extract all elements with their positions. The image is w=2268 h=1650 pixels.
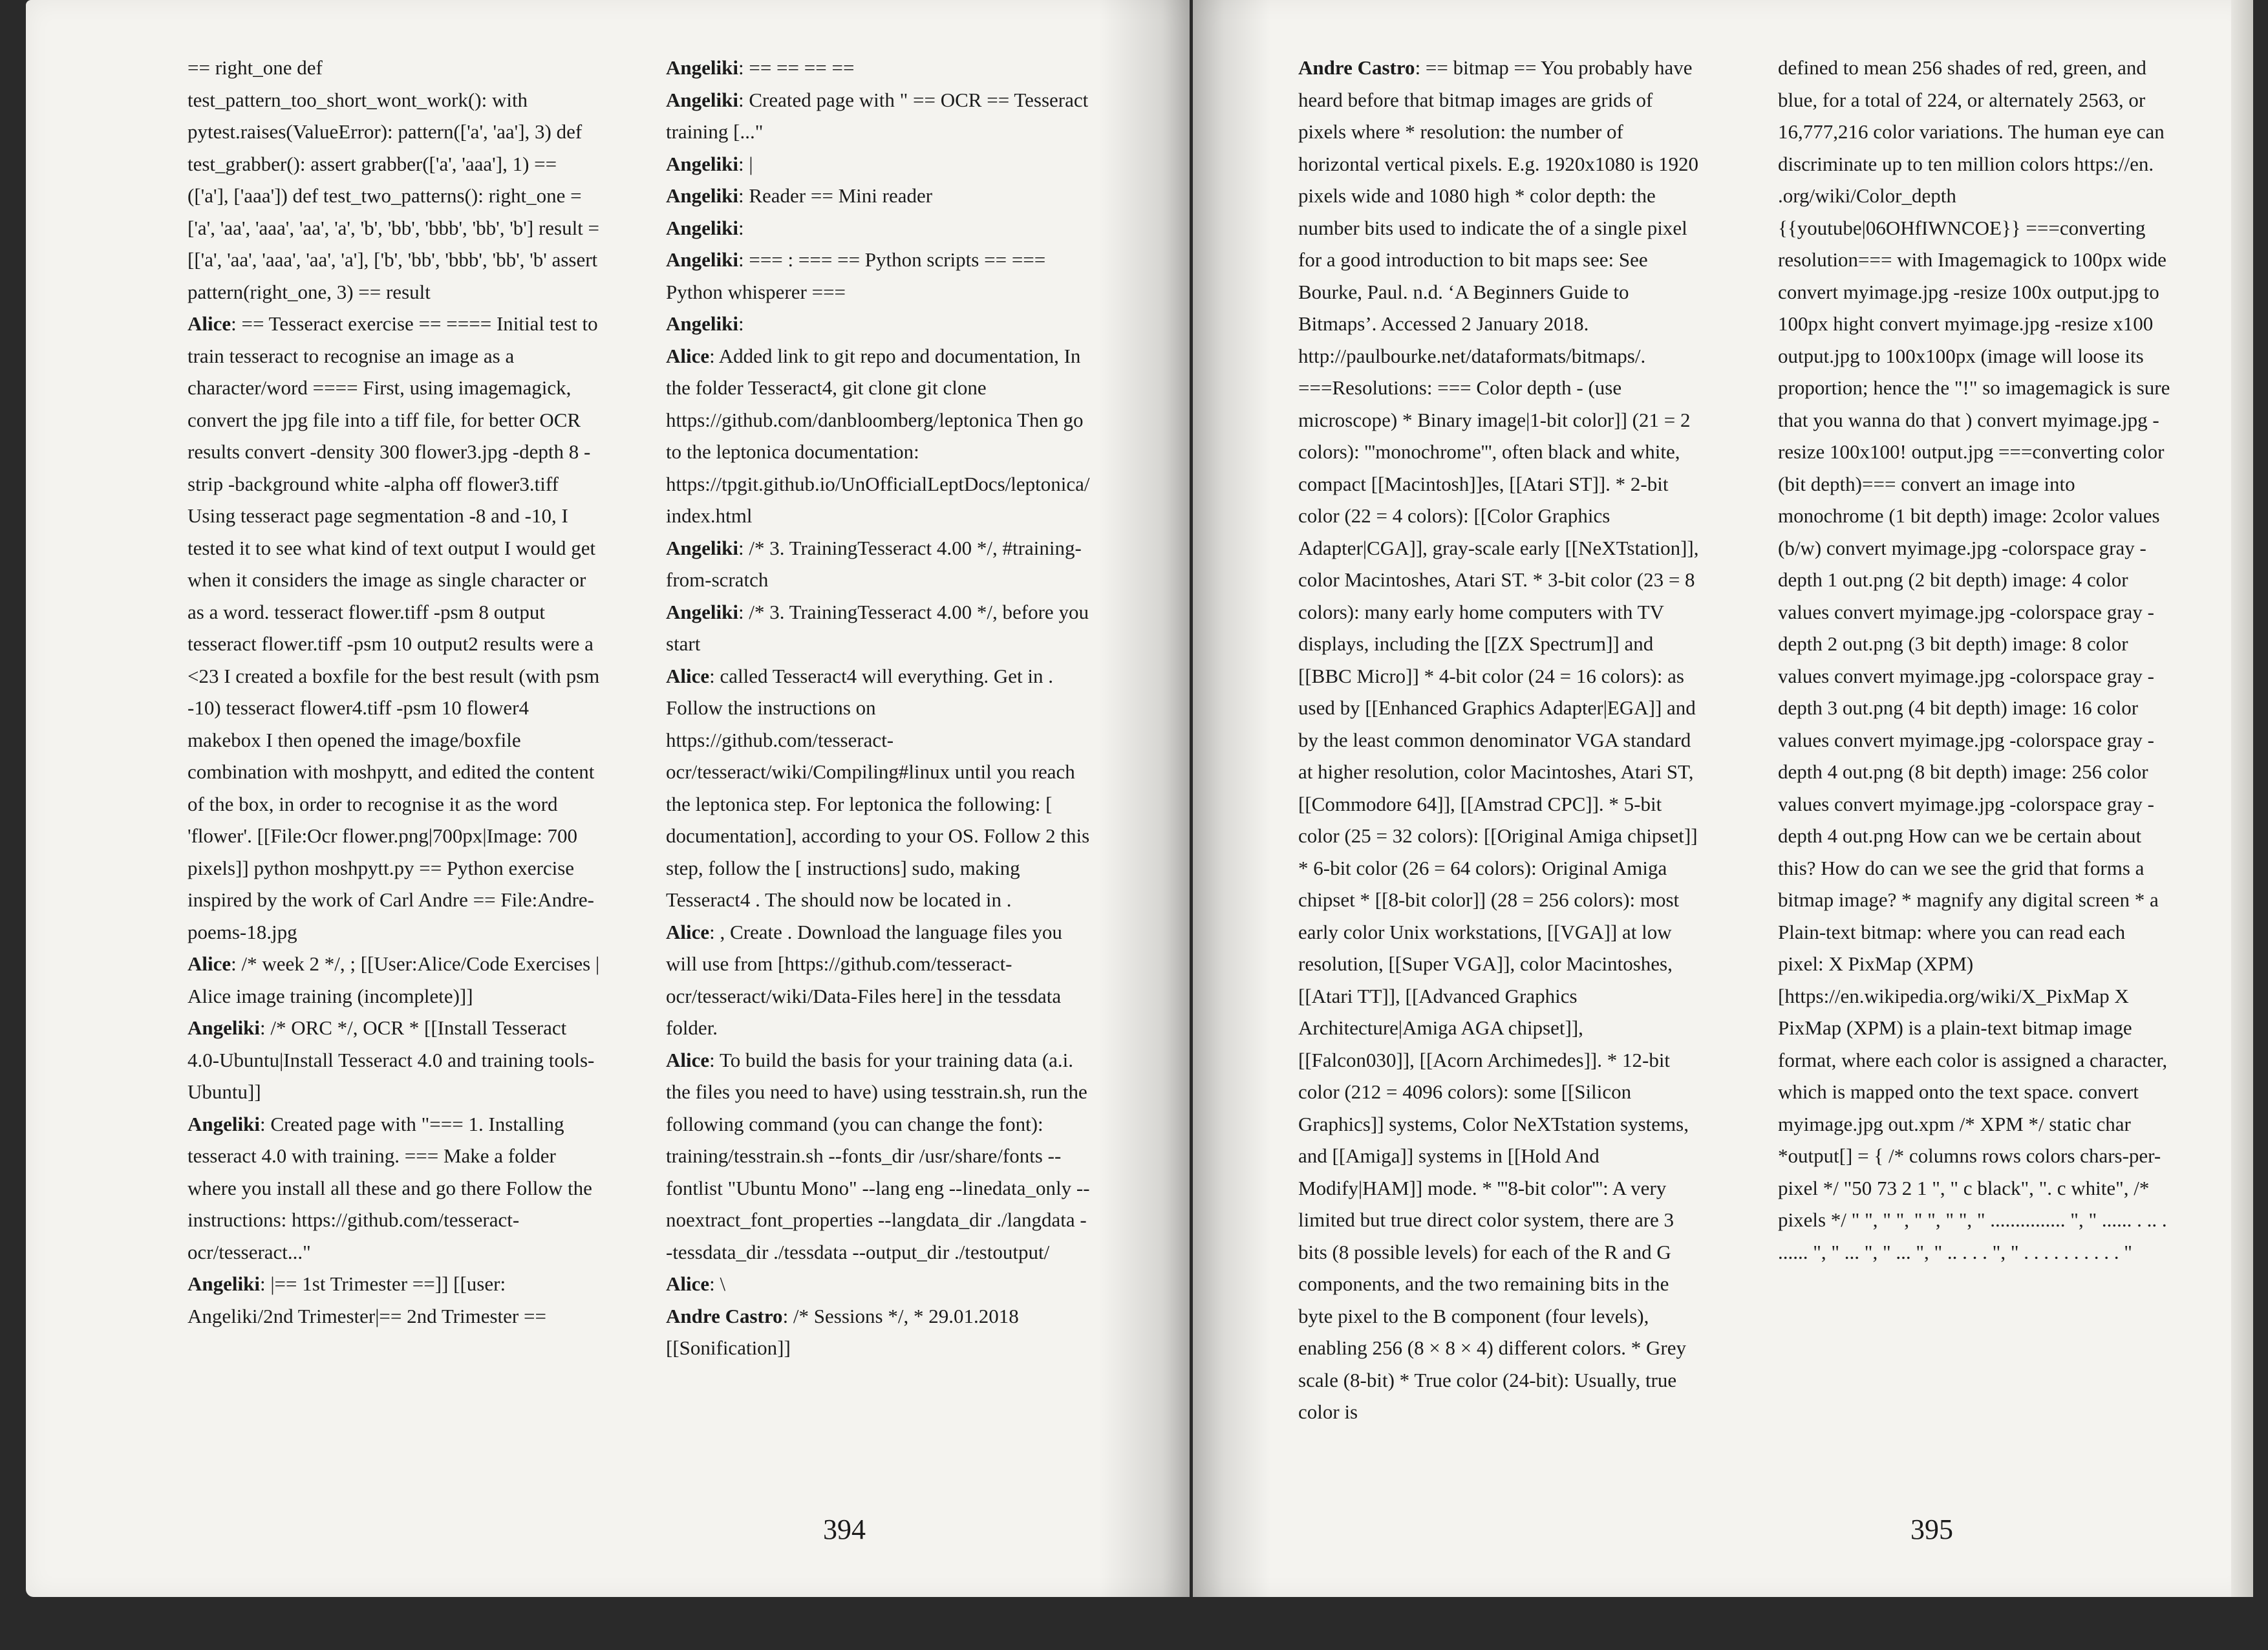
log-entry (666, 340, 1093, 532)
entry-text: : /* ORC */, OCR * [[Install Tesseract 4.0-Ubuntu|Install Tesseract 4.0 and training tools- Ubuntu]] (187, 1016, 595, 1103)
speaker-name: Angeliki (666, 216, 738, 239)
speaker-name: Angeliki (666, 600, 738, 623)
entry-text: : called Tesseract4 will everything. Get in . Follow the instructions on https://github.com/tesseract-ocr/tesseract/wiki/Compiling#linux until you reach the leptonica step. For leptonica the following: [ documentation], according to your OS. Follow 2 this step, follow the [ instructions] sudo, making Tesseract4 . The should now be located in . (666, 664, 1090, 911)
speaker-name: Alice (187, 952, 231, 975)
entry-text: : (738, 312, 744, 335)
log-entry (666, 532, 1093, 596)
text-column-1 (187, 52, 601, 1332)
entry-text: : |== 1st Trimester ==]] [[user: Angeliki/2nd Trimester|== 2nd Trimester == (187, 1272, 546, 1327)
entry-text: : == bitmap == You probably have heard before that bitmap images are grids of pixels where * resolution: the number of horizontal vertical pixels. E.g. 1920x1080 is 1920 pixels wide and 1080 high * color depth: the number bits used to indicate the of a single pixel for a good introduction to bit maps see: See Bourke, Paul. n.d. ‘A Beginners Guide to Bitmaps’. Accessed 2 January 2018. http://paulbourke.net/dataformats/bitmaps/. ===Resolutions: === Color depth - (use microscope) * Binary image|1-bit color]] (21 = 2 colors): '''monochrome''', often black and white, compact [[Macintosh]]es, [[Atari ST]]. * 2-bit color (22 = 4 colors): [[Color Graphics Adapter|CGA]], gray-scale early [[NeXTstation]], color Macintoshes, Atari ST. * 3-bit color (23 = 8 colors): many early home computers with TV displays, including the [[ZX Spectrum]] and [[BBC Micro]] * 4-bit color (24 = 16 colors): as used by [[Enhanced Graphics Adapter|EGA]] and by the least common denominator VGA standard at higher resolution, color Macintoshes, Atari ST, [[Commodore 64]], [[Amstrad CPC]]. * 5-bit color (25 = 32 colors): [[Original Amiga chipset]] * 6-bit color (26 = 64 colors): Original Amiga chipset * [[8-bit color]] (28 = 256 colors): most early color Unix workstations, [[VGA]] at low resolution, [[Super VGA]], color Macintoshes, [[Atari TT]], [[Advanced Graphics Architecture|Amiga AGA chipset]], [[Falcon030]], [[Acorn Archimedes]]. * 12-bit color (212 = 4096 colors): some [[Silicon Graphics]] systems, Color NeXTstation systems, and [[Amiga]] systems in [[Hold And Modify|HAM]] mode. * '''8-bit color''': A very limited but true direct color system, there are 3 bits (8 possible levels) for each of the R and G components, and the two remaining bits in the byte pixel to the B component (four levels), enabling 256 (8 × 8 × 4) different colors. * Grey scale (8-bit) * True color (24-bit): Usually, true color is (1298, 56, 1699, 1423)
entry-text: : \ (709, 1272, 726, 1295)
entry-text: : , Create . Download the language files you will use from [https://github.com/tesseract-ocr/tesseract/wiki/Data-Files here] in the tessdata folder. (666, 920, 1062, 1039)
log-entry (666, 1268, 1093, 1300)
speaker-name: Andre Castro (1298, 56, 1415, 79)
speaker-name: Alice (187, 312, 231, 335)
log-entry (666, 244, 1093, 308)
entry-text: == right_one def test_pattern_too_short_wont_work(): with pytest.raises(ValueError): pattern(['a', 'aa'], 3) def test_grabber(): assert grabber(['a', 'aaa'], 1) == (['a'], ['aaa']) def test_two_patterns(): right_one = ['a', 'aa', 'aaa', 'aa', 'a', 'b', 'bb', 'bbb', 'bb', 'b'] result = [['a', 'aa', 'aaa', 'aa', 'a'], ['b', 'bb', 'bbb', 'bb', 'b' assert pattern(right_one, 3) == result (187, 56, 600, 303)
entry-text: : Added link to git repo and documentation, In the folder Tesseract4, git clone git clone https://github.com/danbloomberg/leptonica Then go to the leptonica documentation: https://tpgit.github.io/UnOfficialLeptDocs/leptonica/index.html (666, 344, 1090, 527)
text-column-2 (666, 52, 1093, 1364)
speaker-name: Angeliki (187, 1016, 260, 1039)
log-entry (666, 212, 1093, 244)
log-entry (187, 52, 601, 308)
page-edge (2231, 0, 2253, 1597)
entry-text: : | (738, 152, 753, 175)
log-entry (666, 308, 1093, 340)
speaker-name: Alice (666, 664, 710, 687)
entry-text: : Reader == Mini reader (738, 184, 933, 207)
speaker-name: Andre Castro (666, 1304, 783, 1327)
speaker-name: Alice (666, 1048, 710, 1071)
log-entry (666, 1300, 1093, 1364)
entry-text: : /* Sessions */, * 29.01.2018 [[Sonification]] (666, 1304, 1019, 1359)
entry-text: : /* week 2 */, ; [[User:Alice/Code Exercises | Alice image training (incomplete)]] (187, 952, 600, 1007)
entry-text: : === : === == Python scripts == === Python whisperer === (666, 248, 1046, 303)
log-entry (1778, 52, 2172, 1268)
page-number-right: 395 (1910, 1514, 1953, 1545)
log-entry (187, 308, 601, 948)
gutter-shadow (1193, 0, 1270, 1597)
speaker-name: Alice (666, 344, 710, 367)
entry-text: defined to mean 256 shades of red, green, and blue, for a total of 224, or alternately 2563, or 16,777,216 color variations. The human eye can discriminate up to ten million colors https://en. .org/wiki/Color_depth {{youtube|06OHfIWNCOE}} ===converting resolution=== with Imagemagick to 100px wide convert myimage.jpg -resize 100x output.jpg to 100px hight convert myimage.jpg -resize x100 output.jpg to 100x100px (image will loose its proportion; hence the "!" so imagemagick is sure that you wanna do that ) convert myimage.jpg -resize 100x100! output.jpg ===converting color (bit depth)=== convert an image into monochrome (1 bit depth) image: 2color values (b/w) convert myimage.jpg -colorspace gray -depth 1 out.png (2 bit depth) image: 4 color values convert myimage.jpg -colorspace gray -depth 2 out.png (3 bit depth) image: 8 color values convert myimage.jpg -colorspace gray -depth 3 out.png (4 bit depth) image: 16 color values convert myimage.jpg -colorspace gray -depth 4 out.png (8 bit depth) image: 256 color values convert myimage.jpg -colorspace gray -depth 4 out.png How can we be certain about this? How do can we see the grid that forms a bitmap image? * magnify any digital screen * a Plain-text bitmap: where you can read each pixel: X PixMap (XPM) [https://en.wikipedia.org/wiki/X_PixMap X PixMap (XPM) is a plain-text bitmap image format, where each color is assigned a character, which is mapped onto the text space. convert myimage.jpg out.xpm /* XPM */ static char *output[] = { /* columns rows colors chars-per-pixel */ "50 73 2 1 ", " c black", ". c white", /* pixels */ " ", " ", " ", " ", " ............... ", " ...... . .. . ...... ", " ... ", " ... ", " .. . . . ", " . . . . . . . . . . " (1778, 56, 2170, 1263)
text-column-4 (1778, 52, 2172, 1268)
entry-text: : == == == == (738, 56, 855, 79)
entry-text: : To build the basis for your training data (a.i. the files you need to have) using tesstrain.sh, run the following command (you can change the font): training/tesstrain.sh --fonts_dir /usr/share/fonts --fontlist "Ubuntu Mono" --lang eng --linedata_only --noextract_font_properties --langdata_dir ./langdata --tessdata_dir ./tessdata --output_dir ./testoutput/ (666, 1048, 1090, 1263)
log-entry (666, 52, 1093, 84)
log-entry (666, 1044, 1093, 1269)
log-entry (666, 84, 1093, 148)
page-number-left: 394 (823, 1514, 866, 1545)
speaker-name: Angeliki (666, 536, 738, 559)
log-entry (666, 148, 1093, 180)
speaker-name: Angeliki (187, 1272, 260, 1295)
speaker-name: Angeliki (666, 152, 738, 175)
log-entry (187, 1012, 601, 1108)
speaker-name: Angeliki (666, 184, 738, 207)
speaker-name: Alice (666, 1272, 710, 1295)
log-entry (666, 596, 1093, 660)
log-entry (666, 180, 1093, 212)
entry-text: : Created page with " == OCR == Tesseract training [..." (666, 88, 1089, 143)
entry-text: : (738, 216, 744, 239)
log-entry (666, 660, 1093, 916)
speaker-name: Angeliki (666, 56, 738, 79)
entry-text: : /* 3. TrainingTesseract 4.00 */, before you start (666, 600, 1089, 655)
gutter-shadow (1099, 0, 1190, 1597)
log-entry (666, 916, 1093, 1044)
speaker-name: Alice (666, 920, 710, 943)
log-entry (187, 1268, 601, 1332)
entry-text: : Created page with "=== 1. Installing tesseract 4.0 with training. === Make a folder where you install all these and go there Follow the instructions: https://github.com/tesseract-ocr/tesseract..." (187, 1112, 592, 1263)
log-entry (1298, 52, 1699, 1428)
text-column-3 (1298, 52, 1699, 1428)
entry-text: : /* 3. TrainingTesseract 4.00 */, #training-from-scratch (666, 536, 1082, 591)
speaker-name: Angeliki (666, 248, 738, 271)
speaker-name: Angeliki (187, 1112, 260, 1135)
speaker-name: Angeliki (666, 312, 738, 335)
log-entry (187, 1108, 601, 1269)
log-entry (187, 948, 601, 1012)
speaker-name: Angeliki (666, 88, 738, 111)
entry-text: : == Tesseract exercise == ==== Initial test to train tesseract to recognise an image as a character/word ==== First, using imagemagick, convert the jpg file into a tiff file, for better OCR results convert -density 300 flower3.jpg -depth 8 -strip -background white -alpha off flower3.tiff Using tesseract page segmentation -8 and -10, I tested it to see what kind of text output I would get when it considers the image as single character or as a word. tesseract flower.tiff -psm 8 output tesseract flower.tiff -psm 10 output2 results were a <23 I created a boxfile for the best result (with psm -10) tesseract flower4.tiff -psm 10 flower4 makebox I then opened the image/boxfile combination with moshpytt, and edited the content of the box, in order to recognise it as the word 'flower'. [[File:Ocr flower.png|700px|Image: 700 pixels]] python moshpytt.py == Python exercise inspired by the work of Carl Andre == File:Andre-poems-18.jpg (187, 312, 600, 943)
